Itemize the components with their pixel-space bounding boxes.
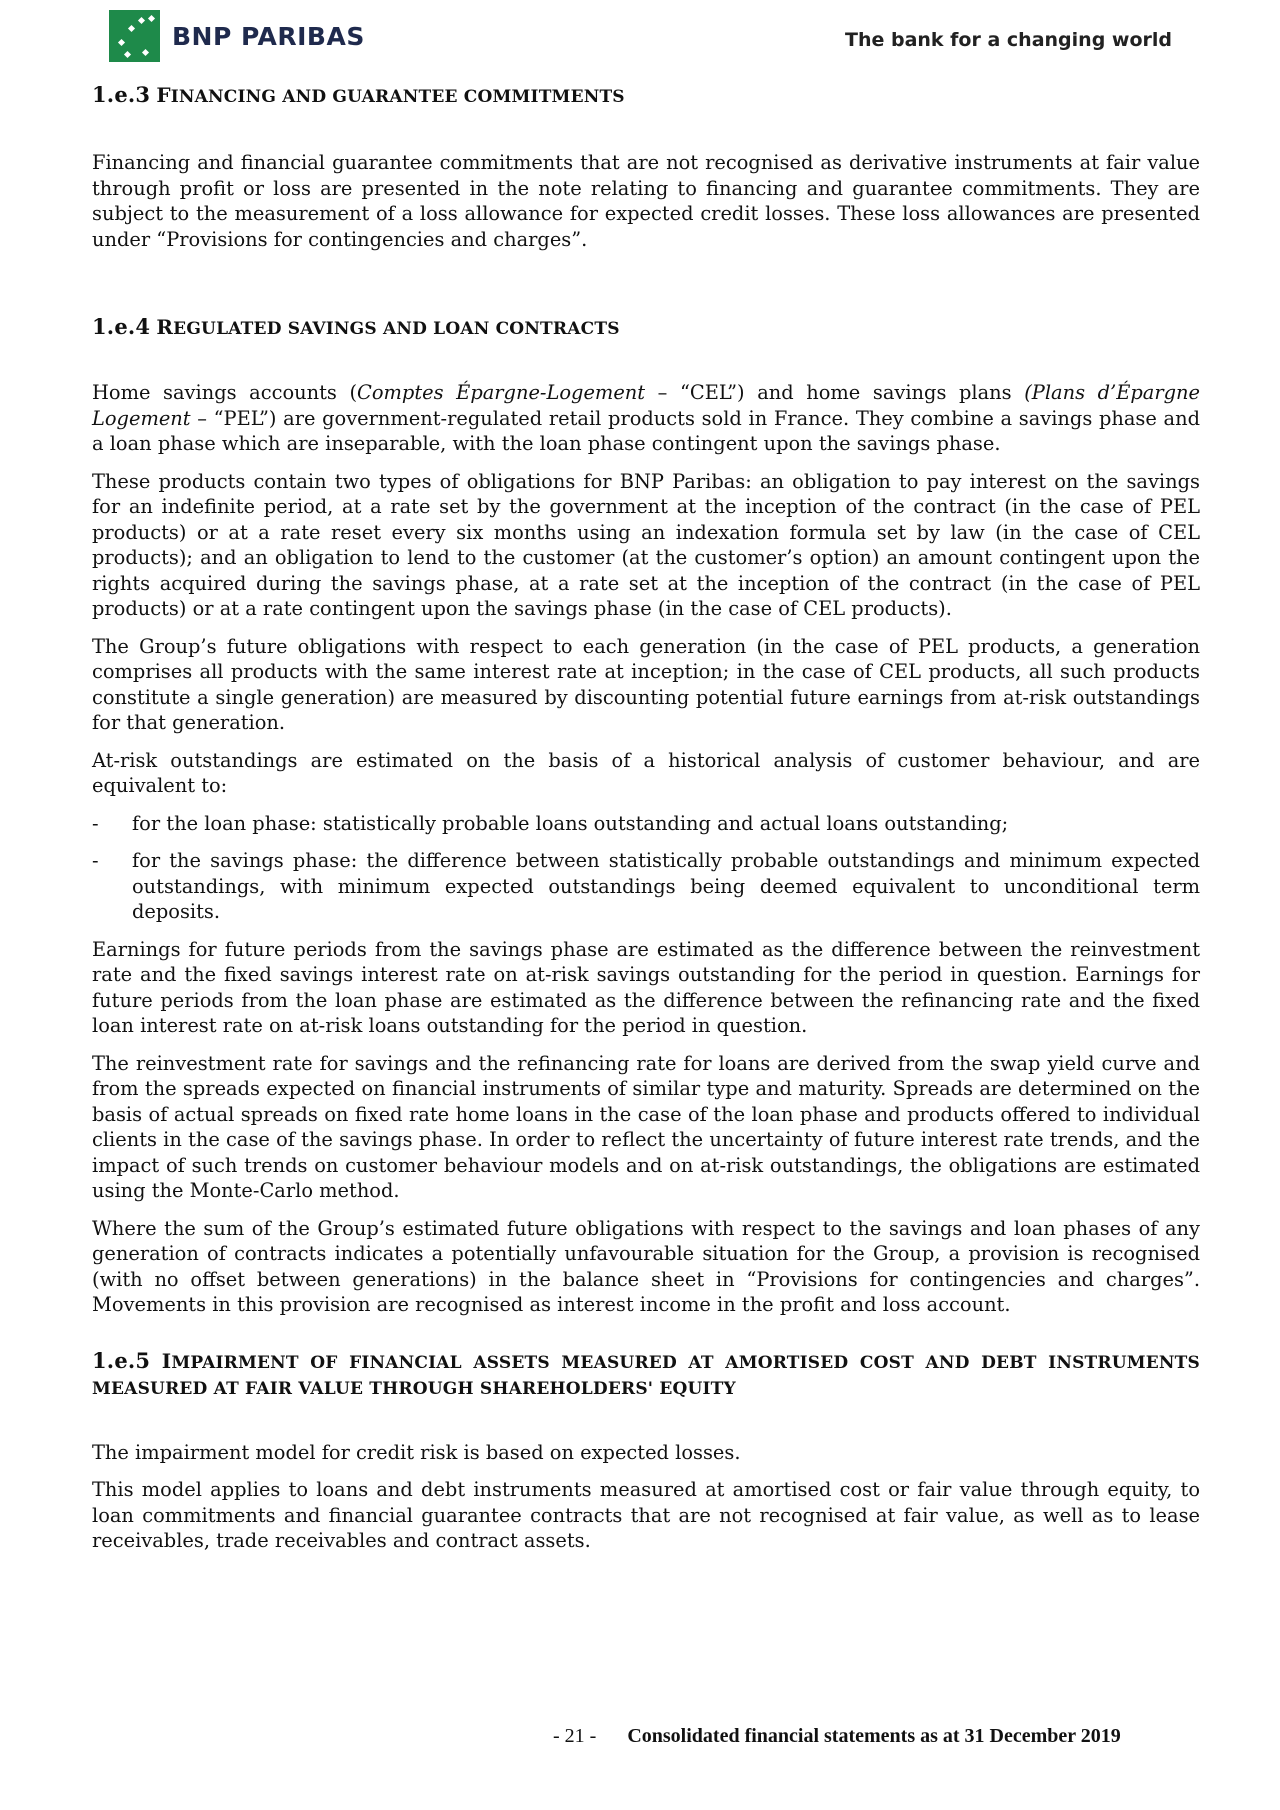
list-item: - for the loan phase: statistically probable loans outstanding and actual loans outstanding; <box>92 811 1200 837</box>
paragraph: The reinvestment rate for savings and the refinancing rate for loans are derived from the swap yield curve and from the spreads expected on financial instruments of similar type and maturity. Spreads are determined on the basis of actual spreads on fixed rate home loans in the case of the loan phase and products offered to individual clients in the case of the savings phase. In order to reflect the uncertainty of future interest rate trends, and the impact of such trends on customer behaviour models and on at-risk outstandings, the obligations are estimated using the Monte-Carlo method. <box>92 1051 1200 1202</box>
tagline: The bank for a changing world <box>844 29 1172 51</box>
section-number: 1.e.4 <box>92 314 151 339</box>
logo-text: BNP PARIBAS <box>172 21 365 51</box>
section-heading-1e4 <box>92 314 1200 342</box>
paragraph: The Group’s future obligations with respect to each generation (in the case of PEL products, a generation comprises all products with the same interest rate at inception; in the case of CEL products, all such products constitute a single generation) are measured by discounting potential future earnings from at-risk outstandings for that generation. <box>92 634 1200 734</box>
section-number: 1.e.3 <box>92 82 151 107</box>
main-content <box>92 82 1200 1554</box>
section-title: INANCING AND GUARANTEE COMMITMENTS <box>170 87 625 107</box>
italic-term: (Plans d’Épargne Logement <box>92 381 1201 430</box>
stars-logo-icon <box>109 10 160 62</box>
section-title-initial: F <box>156 83 171 107</box>
list-item: - for the savings phase: the difference between statistically probable outstandings and minimum expected outstandings, with minimum expected outstandings being deemed equivalent to unconditional term deposits. <box>92 848 1200 925</box>
italic-term: Comptes Épargne-Logement <box>357 381 646 404</box>
section-title-initial: R <box>156 315 174 339</box>
footer-title: Consolidated financial statements as at 31 December 2019 <box>627 1725 1121 1747</box>
section-title: EGULATED SAVINGS AND LOAN CONTRACTS <box>173 319 620 339</box>
paragraph: These products contain two types of obligations for BNP Paribas: an obligation to pay interest on the savings for an indefinite period, at a rate set by the government at the inception of the contract (in the case of PEL products) or at a rate reset every six months using an indexation formula set by law (in the case of CEL products); and an obligation to lend to the customer (at the customer’s option) an amount contingent upon the rights acquired during the savings phase, at a rate set at the inception of the contract (in the case of PEL products) or at a rate contingent upon the savings phase (in the case of CEL products). <box>92 469 1200 620</box>
section-heading-1e5 <box>92 1348 1200 1402</box>
paragraph: Home savings accounts (Comptes Épargne-Logement – “CEL”) and home savings plans (Plans d’Épargne Logement – “PEL”) are government-regulated retail products sold in France. They combine a savings phase and a loan phase which are inseparable, with the loan phase contingent upon the savings phase. <box>92 381 1201 455</box>
section-heading-1e3 <box>92 82 1200 110</box>
page-number: - 21 - <box>553 1725 597 1747</box>
paragraph: Where the sum of the Group’s estimated future obligations with respect to the savings and loan phases of any generation of contracts indicates a potentially unfavourable situation for the Group, a provision is recognised (with no offset between generations) in the balance sheet in “Provisions for contingencies and charges”. Movements in this provision are recognised as interest income in the profit and loss account. <box>92 1216 1200 1316</box>
section-number: 1.e.5 <box>92 1347 151 1373</box>
paragraph: Financing and financial guarantee commitments that are not recognised as derivative instruments at fair value through profit or loss are presented in the note relating to financing and guarantee commitments. They are subject to the measurement of a loss allowance for expected credit losses. These loss allowances are presented under “Provisions for contingencies and charges”. <box>92 151 1200 251</box>
paragraph: This model applies to loans and debt instruments measured at amortised cost or fair value through equity, to loan commitments and financial guarantee contracts that are not recognised at fair value, as well as to lease receivables, trade receivables and contract assets. <box>92 1478 1200 1552</box>
page-header <box>92 10 1172 65</box>
paragraph: Earnings for future periods from the savings phase are estimated as the difference between the reinvestment rate and the fixed savings interest rate on at-risk savings outstanding for the period in question. Earnings for future periods from the loan phase are estimated as the difference between the refinancing rate and the fixed loan interest rate on at-risk loans outstanding for the period in question. <box>92 937 1200 1037</box>
paragraph: The impairment model for credit risk is based on expected losses. <box>92 1440 741 1464</box>
section-title: MPAIRMENT OF FINANCIAL ASSETS MEASURED AT AMORTISED COST AND DEBT INSTRUMENTS MEASURED AT FAIR VALUE THROUGH SHAREHOLDERS' EQUITY <box>92 1352 1200 1399</box>
page-footer <box>553 1725 1173 1748</box>
paragraph: At-risk outstandings are estimated on the basis of a historical analysis of customer behaviour, and are equivalent to: <box>92 748 1200 797</box>
bnp-paribas-logo <box>109 10 365 62</box>
bullet-list <box>92 811 1200 925</box>
section-title-initial: I <box>161 1348 172 1373</box>
